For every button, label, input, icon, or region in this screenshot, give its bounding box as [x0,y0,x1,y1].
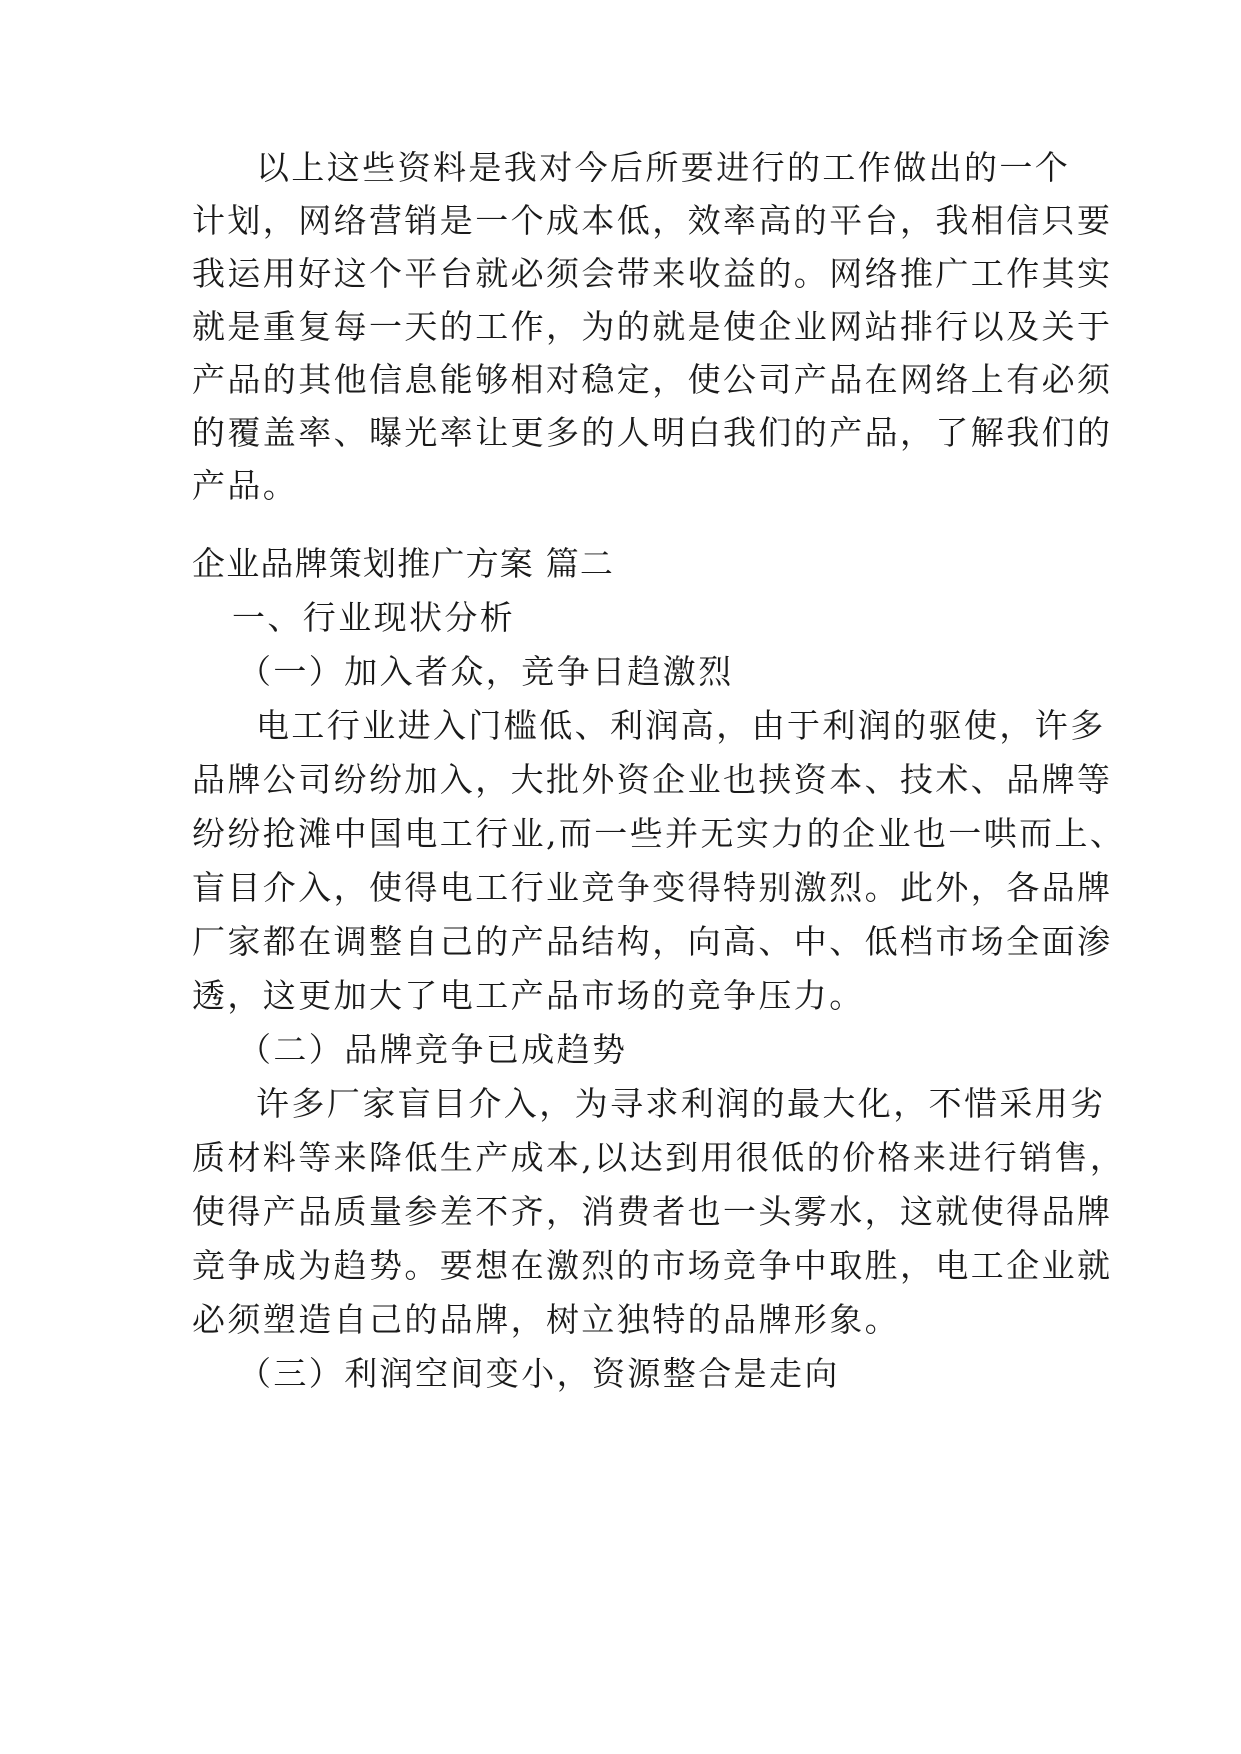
para1-line-5: 厂家都在调整自己的产品结构，向高、中、低档市场全面渗 [192,922,1113,961]
section-title: 企业品牌策划推广方案 篇二 [192,544,615,583]
intro-line-2: 计划，网络营销是一个成本低，效率高的平台，我相信只要 [192,201,1113,240]
para1-line-3: 纷纷抢滩中国电工行业,而一些并无实力的企业也一哄而上、 [192,814,1126,853]
intro-line-5: 产品的其他信息能够相对稳定，使公司产品在网络上有必须 [192,360,1113,399]
intro-line-1: 以上这些资料是我对今后所要进行的工作做出的一个 [256,148,1071,187]
para1-line-1: 电工行业进入门槛低、利润高，由于利润的驱使，许多 [256,706,1106,745]
subheading-profit-space: （三）利润空间变小，资源整合是走向 [238,1354,840,1393]
para2-line-5: 必须塑造自己的品牌，树立独特的品牌形象。 [192,1300,900,1339]
para2-line-1: 许多厂家盲目介入，为寻求利润的最大化，不惜采用劣 [256,1084,1106,1123]
para2-line-4: 竞争成为趋势。要想在激烈的市场竞争中取胜，电工企业就 [192,1246,1113,1285]
heading-industry-analysis: 一、行业现状分析 [232,598,516,637]
para1-line-6: 透，这更加大了电工产品市场的竞争压力。 [192,976,865,1015]
para2-line-2: 质材料等来降低生产成本,以达到用很低的价格来进行销售， [192,1138,1126,1177]
intro-line-6: 的覆盖率、曝光率让更多的人明白我们的产品，了解我们的 [192,413,1113,452]
para1-line-2: 品牌公司纷纷加入，大批外资企业也挟资本、技术、品牌等 [192,760,1113,799]
para2-line-3: 使得产品质量参差不齐，消费者也一头雾水，这就使得品牌 [192,1192,1113,1231]
para1-line-4: 盲目介入，使得电工行业竞争变得特别激烈。此外，各品牌 [192,868,1113,907]
subheading-brand-competition: （二）品牌竞争已成趋势 [238,1030,628,1069]
intro-line-3: 我运用好这个平台就必须会带来收益的。网络推广工作其实 [192,254,1113,293]
subheading-competition: （一）加入者众，竞争日趋激烈 [238,652,734,691]
intro-line-4: 就是重复每一天的工作，为的就是使企业网站排行以及关于 [192,307,1113,346]
intro-line-7: 产品。 [192,466,299,505]
